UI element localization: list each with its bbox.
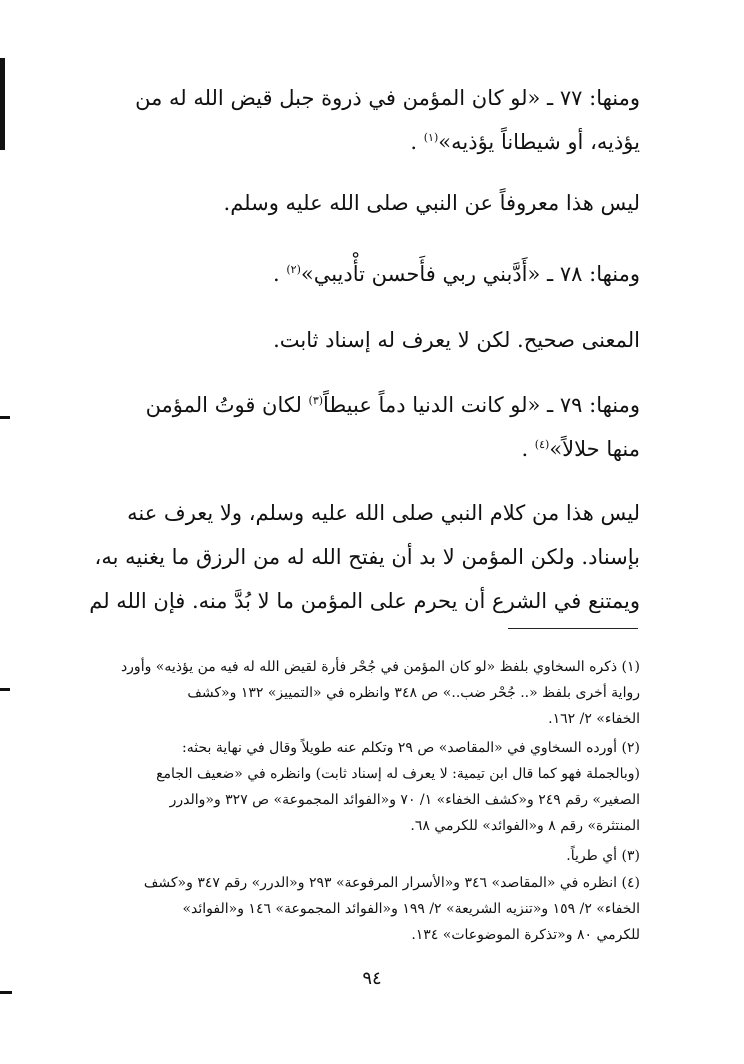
hadith-79-line1 <box>84 383 640 427</box>
hadith-77 <box>84 76 640 164</box>
footnote-number: (١) <box>621 659 640 675</box>
footnote-line: الخفاء» ٢/ ١٥٩ و«تنزيه الشريعة» ٢/ ١٩٩ و«الفوائد المجموعة» ١٤٦ و«الفوائد» <box>182 901 640 917</box>
hadith-77-line1: ومنها: ٧٧ ـ «لو كان المؤمن في ذروة جبل قيض الله له من <box>135 86 640 110</box>
comment-78 <box>84 318 640 362</box>
footnote-1 <box>84 654 640 732</box>
footnote-line <box>84 843 640 869</box>
footnote-line: الخفاء» ٢/ ١٦٢. <box>548 711 640 727</box>
page-number: ٩٤ <box>362 968 382 989</box>
footnote-text: ذكره السخاوي بلفظ «لو كان المؤمن في جُحْر فأرة لقيض الله له فيه من يؤذيه» وأورد <box>120 659 618 675</box>
period: . <box>410 130 424 154</box>
footnote-number: (٣) <box>621 848 640 864</box>
hadith-79-part-a: ومنها: ٧٩ ـ «لو كانت الدنيا دماً عبيطاً <box>323 393 640 417</box>
hadith-77-line2 <box>84 120 640 164</box>
footnote-ref-2: (٢) <box>286 263 301 276</box>
footnote-ref-4: (٤) <box>534 438 550 451</box>
hadith-79-text-2: منها حلالاً» <box>549 437 640 461</box>
comment-77-text: ليس هذا معروفاً عن النبي صلى الله عليه وسلم. <box>223 191 640 215</box>
footnote-2 <box>84 735 640 839</box>
hadith-77-text: يؤذيه، أو شيطاناً يؤذيه» <box>438 130 640 154</box>
footnote-line: للكرمي ٨٠ و«تذكرة الموضوعات» ١٣٤. <box>411 927 640 943</box>
hadith-79-line2 <box>84 427 640 471</box>
hadith-78 <box>84 252 640 296</box>
footnote-text: أورده السخاوي في «المقاصد» ص ٢٩ وتكلم عنه طويلاً وقال في نهاية بحثه: <box>182 740 618 756</box>
footnote-text: أي طرياً. <box>566 848 618 864</box>
footnote-line: رواية أخرى بلفظ «.. جُحْر ضب..» ص ٣٤٨ وانظره في «التمييز» ١٣٢ و«كشف <box>187 685 640 701</box>
footnote-number: (٢) <box>621 740 640 756</box>
footnote-text: انظره في «المقاصد» ٣٤٦ و«الأسرار المرفوعة» ٢٩٣ و«الدرر» رقم ٣٤٧ و«كشف <box>143 875 618 891</box>
comment-79-line1: ليس هذا من كلام النبي صلى الله عليه وسلم، ولا يعرف عنه <box>127 501 640 525</box>
hadith-78-text: ومنها: ٧٨ ـ «أَدَّبني ربي فأَحسن تأْديبي» <box>300 262 640 286</box>
period: . <box>272 262 287 286</box>
footnote-line: الصغير» رقم ٢٤٩ و«كشف الخفاء» ١/ ٧٠ و«الفوائد المجموعة» ص ٣٢٧ و«والدرر <box>169 792 640 808</box>
period: . <box>521 437 535 461</box>
footnote-separator <box>508 628 638 629</box>
comment-79-line2: بإسناد. ولكن المؤمن لا بد أن يفتح الله له من الرزق ما يغنيه به، <box>94 545 640 569</box>
hadith-79 <box>84 383 640 471</box>
scan-edge-mark <box>0 688 10 691</box>
hadith-79-part-b: لكان قوتُ المؤمن <box>145 393 309 417</box>
footnote-3 <box>84 843 640 869</box>
footnote-ref-1: (١) <box>423 131 439 144</box>
scan-edge-mark <box>0 416 10 419</box>
comment-78-text: المعنى صحيح. لكن لا يعرف له إسناد ثابت. <box>273 328 640 352</box>
scan-edge-mark <box>0 991 12 994</box>
footnote-line: المنتثرة» رقم ٨ و«الفوائد» للكرمي ٦٨. <box>410 818 640 834</box>
footnote-line: (وبالجملة فهو كما قال ابن تيمية: لا يعرف له إسناد ثابت) وانظره في «ضعيف الجامع <box>156 766 640 782</box>
footnote-line <box>84 735 640 761</box>
hadith-78-line <box>84 252 640 296</box>
comment-77 <box>84 181 640 225</box>
footnote-4 <box>84 870 640 948</box>
footnote-number: (٤) <box>621 875 640 891</box>
footnote-ref-3: (٣) <box>308 394 324 407</box>
comment-79-line3: ويمتنع في الشرع أن يحرم على المؤمن ما لا بُدَّ منه. فإن الله لم <box>89 589 640 613</box>
footnote-line <box>84 654 640 680</box>
footnote-line <box>84 870 640 896</box>
scan-edge-mark <box>0 58 5 150</box>
comment-79 <box>84 491 640 623</box>
